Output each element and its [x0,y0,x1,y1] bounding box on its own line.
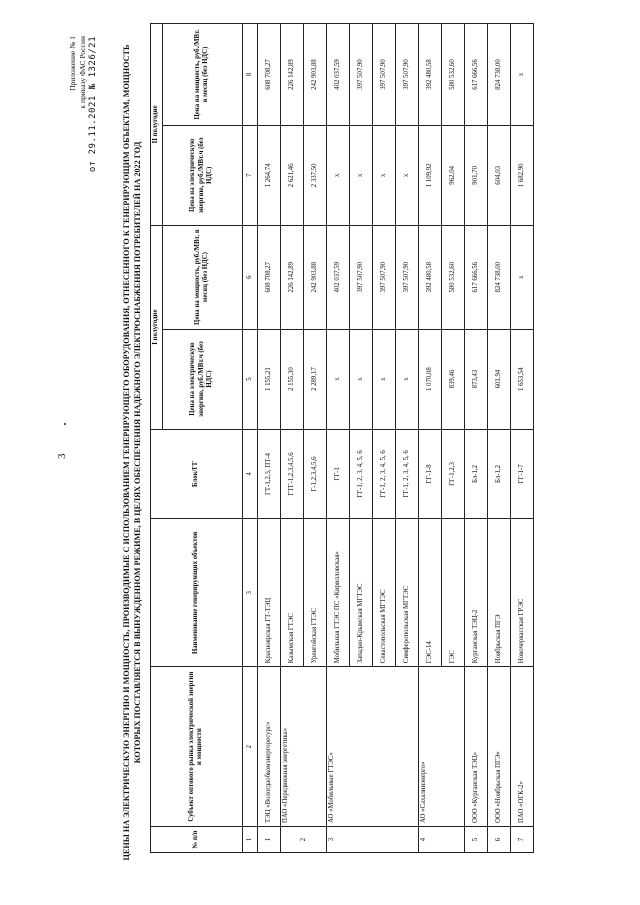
cell-energy-h1: 873,43 [464,329,487,429]
cell-subject: ПАО «Передвижная энергетика» [280,667,326,827]
cell-object: Севастопольская МГТЭС [372,519,395,667]
cell-energy-h1: x [349,329,372,429]
cell-energy-h2: 2 337,50 [303,125,326,225]
cell-capacity-h2: 402 037,59 [326,24,349,126]
cell-energy-h1: 1 070,08 [418,329,441,429]
cell-energy-h2: 1 109,92 [418,125,441,225]
cell-energy-h2: x [395,125,418,225]
cell-capacity-h1: 608 708,27 [257,225,280,329]
appendix-line-2: к приказу ФАС России [78,36,87,109]
cell-block: ГТГ-1,2,3,4,5,6 [280,429,303,519]
cell-num: 1 [257,827,280,853]
table-row [418,24,441,853]
cell-subject: ООО «Курганская ТЭЦ» [464,667,487,827]
cell-object: Мобильная ГТЭС ПС «Кирилловская» [326,519,349,667]
appendix-line-3: от 29.11.2021 № 1326/21 [88,36,98,173]
cell-num: 3 [326,827,418,853]
header-energy-price-h2: Цена на электрическую энергию, руб./МВт.ч (без НДС) [162,125,242,225]
cell-capacity-h1: 402 037,59 [326,225,349,329]
cell-capacity-h2: 397 507,90 [349,24,372,126]
cell-energy-h1: 1 653,54 [510,329,533,429]
cell-subject: АО «Сахалинэнерго» [418,667,464,827]
cell-object: Ноябрьская ПГЭ [487,519,510,667]
cell-energy-h1: x [326,329,349,429]
cell-energy-h2: 1 264,74 [257,125,280,225]
col-num: 4 [242,429,257,519]
cell-block: Бл-1,2 [487,429,510,519]
cell-capacity-h2: 397 507,90 [372,24,395,126]
cell-capacity-h2: 392 480,58 [418,24,441,126]
cell-block: ГГ-1,2,3 [441,429,464,519]
cell-capacity-h1: 824 738,00 [487,225,510,329]
col-num: 2 [242,667,257,827]
cell-block: ГГ-1 [326,429,349,519]
cell-capacity-h1: 580 532,60 [441,225,464,329]
cell-block: Г-1,2,3,4,5,6 [303,429,326,519]
cell-energy-h2: 604,03 [487,125,510,225]
col-num: 1 [242,827,257,853]
col-num: 3 [242,519,257,667]
cell-energy-h2: x [326,125,349,225]
cell-capacity-h1: 242 903,88 [303,225,326,329]
cell-block: ГГ-1-8 [418,429,441,519]
cell-energy-h2: x [372,125,395,225]
cell-energy-h2: x [349,125,372,225]
cell-block: ГГ-1, 2, 3, 4, 5, 6 [395,429,418,519]
cell-capacity-h1: 397 507,90 [372,225,395,329]
cell-subject: ПАО «ОГК-2» [510,667,533,827]
col-num: 7 [242,125,257,225]
cell-capacity-h1: 397 507,90 [349,225,372,329]
cell-num: 5 [464,827,487,853]
header-capacity-price-h1: Цена на мощность, руб./МВт. в месяц (без НДС) [162,225,242,329]
header-capacity-price-h2: Цена на мощность, руб./МВт. в месяц (без НДС) [162,24,242,126]
col-num: 8 [242,24,257,126]
cell-object: Курганская ТЭЦ-2 [464,519,487,667]
cell-capacity-h1: 392 480,58 [418,225,441,329]
cell-capacity-h2: 617 666,56 [464,24,487,126]
header-half-2: II полугодие [151,24,163,226]
cell-energy-h1: 2 155,30 [280,329,303,429]
cell-num: 4 [418,827,464,853]
cell-block: ГТ-1,2,3, ПТ-4 [257,429,280,519]
cell-energy-h2: 901,70 [464,125,487,225]
cell-capacity-h1: 617 666,56 [464,225,487,329]
table-row [280,24,303,853]
cell-object: Симферопольская МГТЭС [395,519,418,667]
col-num: 5 [242,329,257,429]
table-row [464,24,487,853]
cell-subject: АО «Мобильные ГТЭС» [326,667,418,827]
cell-block: ГГ-1-7 [510,429,533,519]
cell-subject: ТЭЦ «Вологдаобкомэнергоресурс» [257,667,280,827]
header-half-1: I полугодие [151,225,163,429]
table-row [326,24,349,853]
cell-object: Западно-Крымская МГТЭС [349,519,372,667]
appendix-stamp [68,36,98,172]
cell-energy-h1: 1 155,21 [257,329,280,429]
title-line-1: ЦЕНЫ НА ЭЛЕКТРИЧЕСКУЮ ЭНЕРГИЮ И МОЩНОСТЬ, ПРОИЗВОДИМЫЕ С ИСПОЛЬЗОВАНИЕМ ГЕНЕРИРУЮЩЕГО ОБОРУДОВАНИЯ, ОТНЕСЕННОГО К ГЕНЕРИРУЮЩИМ ОБЪЕКТАМ, МОЩНОСТЬ [122,44,131,861]
cell-energy-h1: 839,46 [441,329,464,429]
cell-num: 2 [280,827,326,853]
cell-block: ГГ-1, 2, 3, 4, 5, 6 [349,429,372,519]
document-title [122,0,143,905]
title-line-2: КОТОРЫХ ПОСТАВЛЯЕТСЯ В ВЫНУЖДЕННОМ РЕЖИМЕ, В ЦЕЛЯХ ОБЕСПЕЧЕНИЯ НАДЕЖНОГО ЭЛЕКТРОСНАБЖЕНИЯ ПОТРЕБИТЕЛЕЙ НА 2022 ГОД [132,141,142,764]
cell-object: Казымская ГТЭС [280,519,303,667]
cell-energy-h2: 2 621,46 [280,125,303,225]
scan-speck [64,423,66,425]
cell-capacity-h1: x [510,225,533,329]
cell-capacity-h1: 397 507,90 [395,225,418,329]
cell-energy-h1: x [372,329,395,429]
header-num: № п/п [151,827,243,853]
header-energy-price-h1: Цена на электрическую энергию, руб./МВт.ч (без НДС) [162,329,242,429]
cell-energy-h1: 2 289,17 [303,329,326,429]
header-block: Блок/ГГ [151,429,243,519]
cell-capacity-h2: 242 903,88 [303,24,326,126]
cell-energy-h1: x [395,329,418,429]
cell-object: Уренгойская ГТЭС [303,519,326,667]
cell-capacity-h1: 226 142,89 [280,225,303,329]
cell-energy-h1: 601,94 [487,329,510,429]
col-num: 6 [242,225,257,329]
cell-capacity-h2: 580 532,60 [441,24,464,126]
price-table [150,23,534,853]
cell-capacity-h2: 226 142,89 [280,24,303,126]
header-object: Наименование генерирующих объектов [151,519,243,667]
cell-energy-h2: 962,04 [441,125,464,225]
cell-block: ГГ-1, 2, 3, 4, 5, 6 [372,429,395,519]
page-number: 3 [56,453,68,459]
cell-energy-h2: 1 682,90 [510,125,533,225]
column-number-row [242,24,257,853]
cell-num: 6 [487,827,510,853]
cell-capacity-h2: 824 738,00 [487,24,510,126]
header-subject: Субъект оптового рынка электрической энергии и мощности [151,667,243,827]
cell-capacity-h2: 397 507,90 [395,24,418,126]
cell-object: ГЭС-14 [418,519,441,667]
cell-subject: ООО «Ноябрьская ПГЭ» [487,667,510,827]
cell-object: ГЭС [441,519,464,667]
table-row [510,24,533,853]
cell-capacity-h2: x [510,24,533,126]
cell-object: Красноярская ГТ-ТЭЦ [257,519,280,667]
cell-num: 7 [510,827,533,853]
cell-object: Новочеркасская ГРЭС [510,519,533,667]
table-row [487,24,510,853]
cell-capacity-h2: 608 708,27 [257,24,280,126]
appendix-line-1: Приложение № 1 [68,36,77,91]
cell-block: Бл-1,2 [464,429,487,519]
table-row [257,24,280,853]
